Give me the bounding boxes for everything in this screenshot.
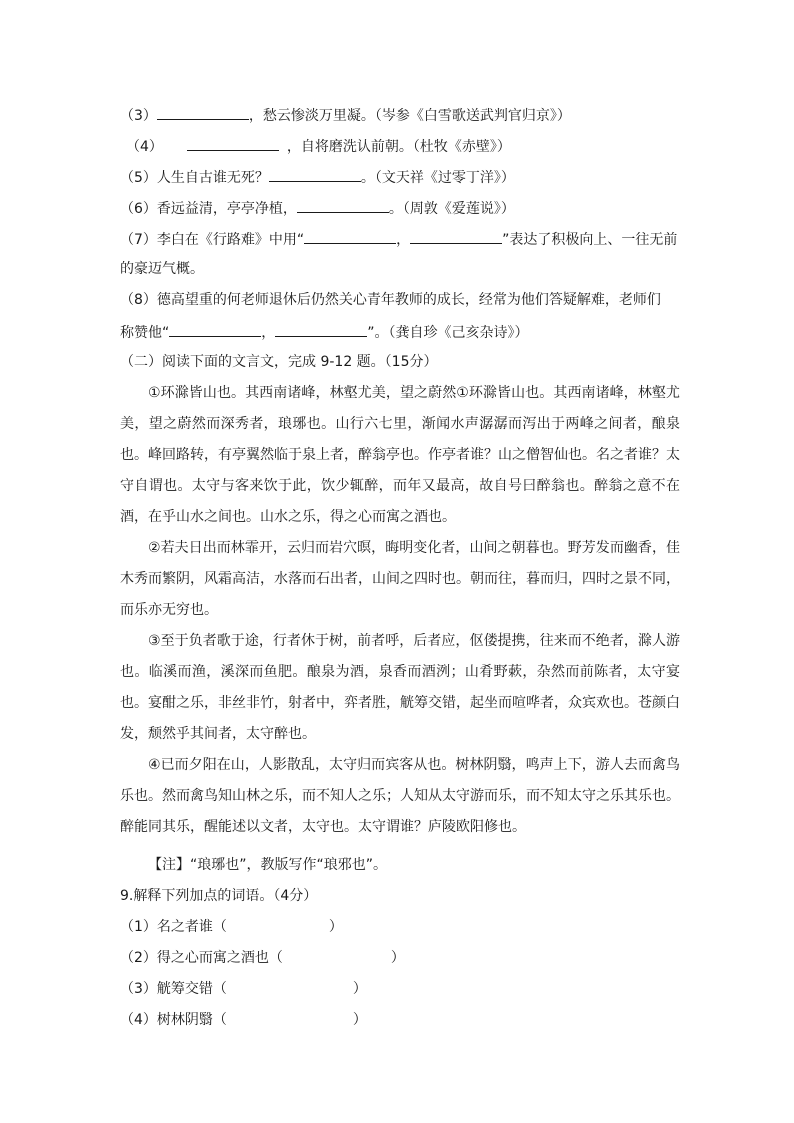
question-8-line1: （8）德高望重的何老师退休后仍然关心青年教师的成长，经常为他们答疑解难，老师们 [120,292,661,308]
q7-blank-1[interactable] [304,228,396,244]
q7-mid: ， [396,232,411,248]
q3-prefix: （3） [120,108,157,124]
q7-prefix: （7）李白在《行路难》中用“ [120,232,305,248]
q6-blank[interactable] [297,197,389,213]
question-3 [120,104,571,126]
q8-blank-2[interactable] [275,321,367,337]
q8-blank-1[interactable] [169,321,261,337]
question-7 [120,228,677,250]
passage-paragraph-4: ④已而夕阳在山，人影散乱，太守归而宾客从也。树林阴翳，鸣声上下，游人去而禽鸟乐也。然而禽鸟知山林之乐，而不知人之乐；人知从太守游而乐，而不知太守之乐其乐也。醉能同其乐，醒能述以文者，太守也。太守谓谁？庐陵欧阳修也。 [120,757,680,835]
q4-blank[interactable] [187,135,279,151]
q8-suffix: ”。（龚自珍《己亥杂诗》） [367,325,529,341]
section2-heading: （二）阅读下面的文言文，完成 9-12 题。（15分） [120,354,438,370]
q9-item-2 [120,948,405,968]
q9-item-3 [120,979,367,999]
passage-paragraph-3: ③至于负者歌于途，行者休于树，前者呼，后者应，伛偻提携，往来而不绝者，滁人游也。临溪而渔，溪深而鱼肥。酿泉为酒，泉香而酒洌；山肴野蔌，杂然而前陈者，太守宴也。宴酣之乐，非丝非竹，射者中，弈者胜，觥筹交错，起坐而喧哗者，众宾欢也。苍颜白发，颓然乎其间者，太守醉也。 [120,633,680,742]
q7-suffix: ”表达了积极向上、一往无前 [502,232,678,248]
q9-item-close: ） [352,1012,367,1028]
q6-suffix: 。（周敦《爱莲说》） [388,201,515,217]
q6-prefix: （6）香远益清，亭亭净植， [120,201,297,217]
q5-blank[interactable] [269,166,361,182]
q9-item-label: （4）树林阴翳（ [120,1012,227,1028]
q4-prefix: （4） [126,139,163,155]
q7-blank-2[interactable] [410,228,502,244]
q9-item-1 [120,917,343,937]
q9-item-close: ） [328,919,343,935]
q9-item-label: （2）得之心而寓之酒也（ [120,950,283,966]
q8-mid: ， [261,325,276,341]
q3-suffix: ，愁云惨淡万里凝。（岑参《白雪歌送武判官归京》） [248,108,571,124]
q9-item-close: ） [352,981,367,997]
q5-prefix: （5）人生自古谁无死？ [120,170,269,186]
q8-prefix: 称赞他“ [120,325,170,341]
q9-item-label: （3）觥筹交错（ [120,981,227,997]
passage-paragraph-2: ②若夫日出而林霏开，云归而岩穴暝，晦明变化者，山间之朝暮也。野芳发而幽香，佳木秀而繁阴，风霜高洁，水落而石出者，山间之四时也。朝而往，暮而归，四时之景不同，而乐亦无穷也。 [120,540,680,618]
q9-item-label: （1）名之者谁（ [120,919,227,935]
q5-suffix: 。（文天祥《过零丁洋》） [360,170,515,186]
question-4 [126,135,511,157]
question-8 [120,321,529,343]
q4-suffix: ，自将磨洗认前朝。（杜牧《赤壁》） [286,139,511,155]
passage-paragraph-1: ①环滁皆山也。其西南诸峰，林壑尤美，望之蔚然①环滁皆山也。其西南诸峰，林壑尤美，望之蔚然而深秀者，琅琊也。山行六七里，渐闻水声潺潺而泻出于两峰之间者，酿泉也。峰回路转，有亭翼然临于泉上者，醉翁亭也。作亭者谁？山之僧智仙也。名之者谁？太守自谓也。太守与客来饮于此，饮少辄醉，而年又最高，故自号曰醉翁也。醉翁之意不在酒，在乎山水之间也。山水之乐，得之心而寓之酒也。 [120,385,680,525]
passage-note: 【注】“琅琊也”，教版写作“琅邪也”。 [148,857,388,873]
question-7-line2: 的豪迈气概。 [120,261,204,277]
question-5 [120,166,515,188]
q9-item-close: ） [390,950,405,966]
q3-blank[interactable] [157,104,249,120]
question-6 [120,197,515,219]
q9-item-4 [120,1010,367,1030]
question-9-title: 9.解释下列加点的词语。（4分） [120,888,318,904]
